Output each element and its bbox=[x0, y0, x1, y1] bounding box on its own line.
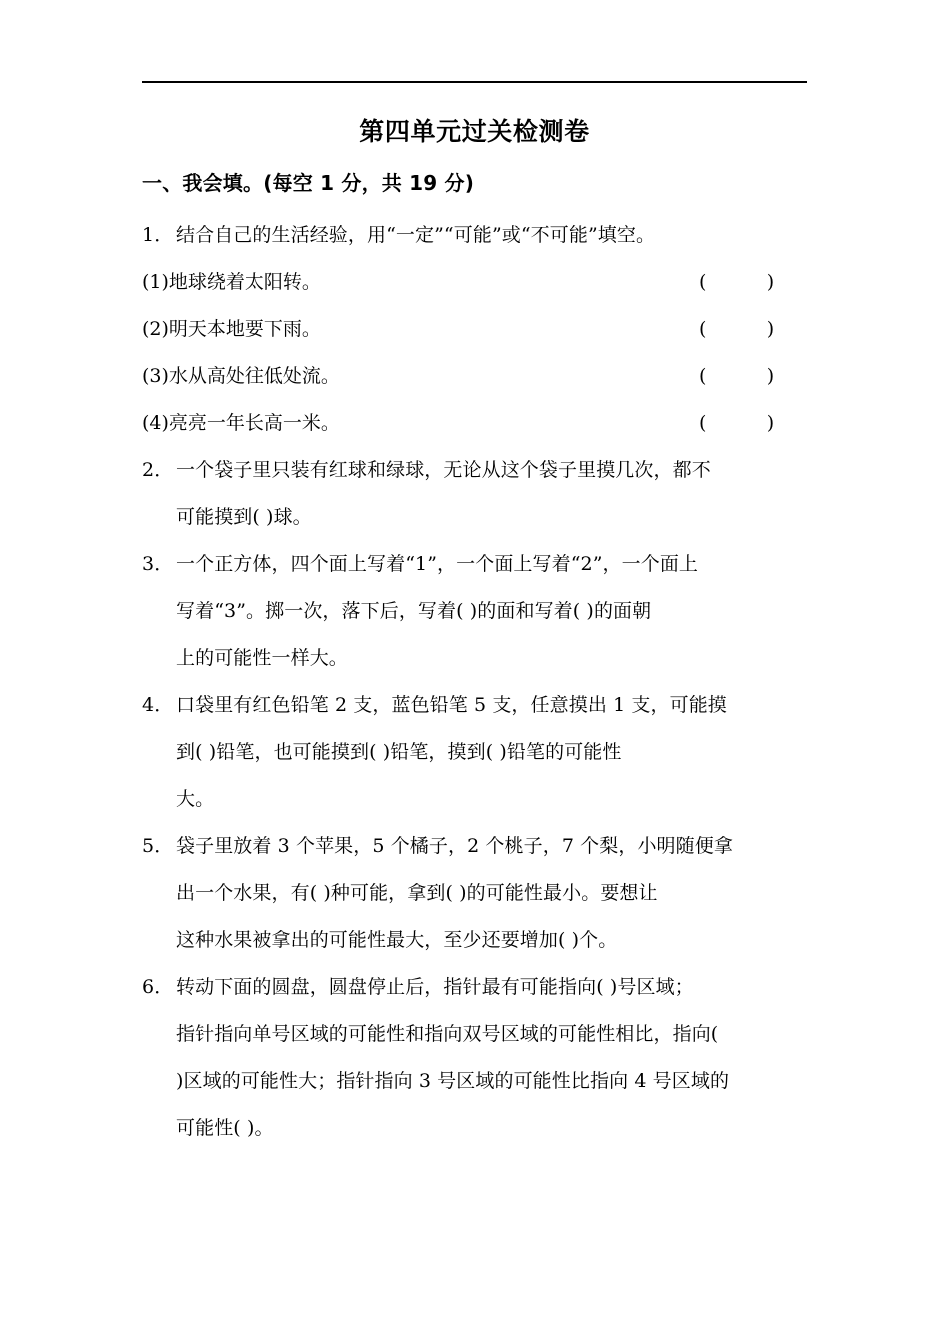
question-5-number: 5． bbox=[142, 835, 174, 857]
question-1-stem: 结合自己的生活经验，用“一定”“可能”或“不可能”填空。 bbox=[176, 224, 656, 246]
header-rule bbox=[142, 81, 807, 83]
question-1-item-4-label: (4)亮亮一年长高一米。 bbox=[142, 412, 340, 434]
question-1-item-3-label: (3)水从高处往低处流。 bbox=[142, 365, 340, 387]
question-3-number: 3． bbox=[142, 553, 174, 575]
question-6-line-1: 转动下面的圆盘，圆盘停止后，指针最有可能指向( )号区域； bbox=[176, 976, 694, 998]
page-title: 第四单元过关检测卷 bbox=[359, 117, 590, 146]
question-3-line-2: 写着“3”。掷一次，落下后，写着( )的面和写着( )的面朝 bbox=[176, 600, 652, 622]
question-6-number: 6． bbox=[142, 976, 174, 998]
question-1-item-3 bbox=[142, 353, 807, 400]
question-1-item-4-answer-blank[interactable]: ( ) bbox=[699, 412, 775, 434]
question-1-item-2-label: (2)明天本地要下雨。 bbox=[142, 318, 321, 340]
question-2-line-2: 可能摸到( )球。 bbox=[176, 506, 312, 528]
question-6-line-2: 指针指向单号区域的可能性和指向双号区域的可能性相比，指向( bbox=[176, 1023, 719, 1045]
question-5-line-1: 袋子里放着 3 个苹果，5 个橘子，2 个桃子，7 个梨，小明随便拿 bbox=[176, 835, 733, 857]
question-4-line-3: 大。 bbox=[176, 788, 215, 810]
question-1-item-2-answer-blank[interactable]: ( ) bbox=[699, 318, 775, 340]
question-3 bbox=[142, 541, 807, 682]
question-3-line-3: 上的可能性一样大。 bbox=[176, 647, 348, 669]
question-1-number: 1． bbox=[142, 224, 174, 246]
question-4-line-1: 口袋里有红色铅笔 2 支，蓝色铅笔 5 支，任意摸出 1 支，可能摸 bbox=[176, 694, 727, 716]
question-5-body bbox=[176, 823, 807, 964]
question-4-number: 4． bbox=[142, 694, 174, 716]
question-4-body bbox=[176, 682, 807, 823]
question-2 bbox=[142, 447, 807, 541]
question-2-body bbox=[176, 447, 807, 541]
question-6-body bbox=[176, 964, 807, 1152]
question-6 bbox=[142, 964, 807, 1152]
document-content bbox=[142, 112, 807, 1152]
question-3-body bbox=[176, 541, 807, 682]
question-1-item-3-answer-blank[interactable]: ( ) bbox=[699, 365, 775, 387]
question-5 bbox=[142, 823, 807, 964]
question-3-line-1: 一个正方体，四个面上写着“1”，一个面上写着“2”，一个面上 bbox=[176, 553, 699, 575]
question-6-line-4: 可能性( )。 bbox=[176, 1117, 274, 1139]
question-2-line-1: 一个袋子里只装有红球和绿球，无论从这个袋子里摸几次，都不 bbox=[176, 459, 711, 481]
question-2-number: 2． bbox=[142, 459, 174, 481]
question-4 bbox=[142, 682, 807, 823]
question-1-item-2 bbox=[142, 306, 807, 353]
question-1-item-1-label: (1)地球绕着太阳转。 bbox=[142, 271, 321, 293]
section-header-fill-in-blanks: 一、我会填。(每空 1 分，共 19 分) bbox=[142, 171, 475, 195]
question-5-line-2: 出一个水果，有( )种可能，拿到( )的可能性最小。要想让 bbox=[176, 882, 658, 904]
question-5-line-3: 这种水果被拿出的可能性最大，至少还要增加( )个。 bbox=[176, 929, 618, 951]
question-4-line-2: 到( )铅笔，也可能摸到( )铅笔，摸到( )铅笔的可能性 bbox=[176, 741, 622, 763]
question-6-line-3: )区域的可能性大；指针指向 3 号区域的可能性比指向 4 号区域的 bbox=[176, 1070, 730, 1092]
question-1-item-1-answer-blank[interactable]: ( ) bbox=[699, 271, 775, 293]
question-1-item-4 bbox=[142, 400, 807, 447]
question-1-item-1 bbox=[142, 259, 807, 306]
question-1 bbox=[142, 212, 807, 259]
